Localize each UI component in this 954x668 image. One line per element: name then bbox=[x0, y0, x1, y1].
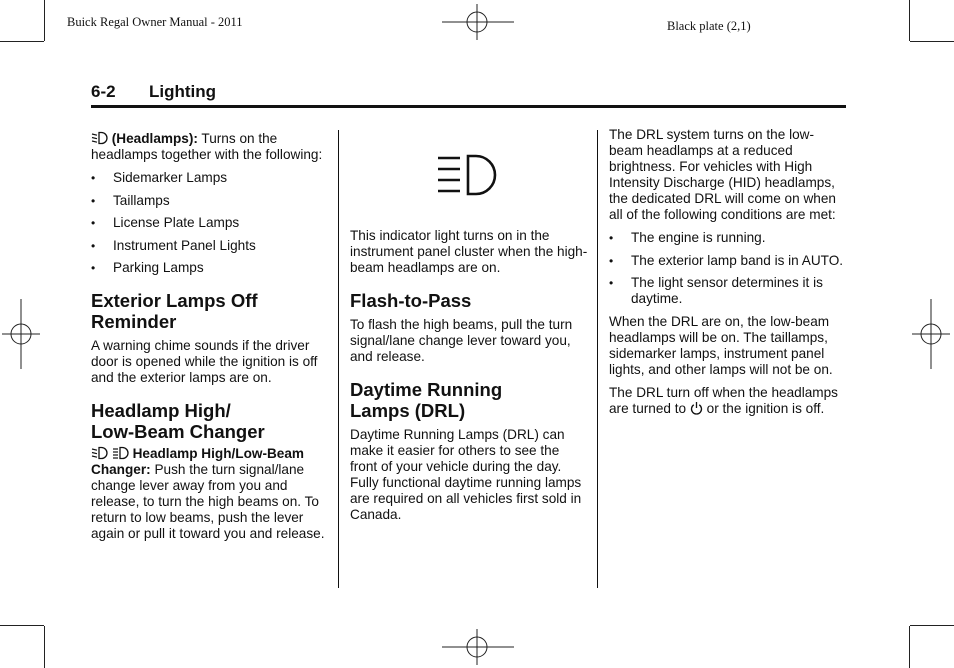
drl-conditions-list bbox=[609, 230, 847, 307]
heading-flash-to-pass: Flash-to-Pass bbox=[350, 290, 472, 311]
column-divider-1 bbox=[338, 130, 339, 588]
power-off-icon bbox=[690, 401, 703, 415]
low-beam-headlamp-icon bbox=[91, 131, 108, 145]
column-divider-2 bbox=[597, 130, 598, 588]
list-item: • The exterior lamp band is in AUTO. bbox=[609, 253, 847, 269]
high-beam-headlamp-icon bbox=[112, 446, 129, 460]
column-2 bbox=[350, 152, 590, 530]
page-header bbox=[91, 81, 846, 108]
column-3 bbox=[609, 127, 847, 424]
drl-intro-paragraph: The DRL system turns on the low-beam headlamps at a reduced brightness. For vehicles with High Intensity Discharge (HID) headlamps, the dedicated DRL will come on when all of the following conditions are met: bbox=[609, 127, 836, 222]
indicator-paragraph: This indicator light turns on in the instrument panel cluster when the high-beam headlamps are on. bbox=[350, 228, 588, 275]
drl-off-paragraph: The DRL turn off when the headlamps are turned to or the ignition is off. bbox=[609, 384, 838, 416]
drl-paragraph: Daytime Running Lamps (DRL) can make it easier for others to see the front of your vehicle during the day. Fully functional daytime running lamps are required on all vehicles first sold in Canada. bbox=[350, 427, 582, 522]
heading-headlamp-high-low-beam: Headlamp High/ Low-Beam Changer bbox=[91, 400, 265, 442]
list-item: • Instrument Panel Lights bbox=[91, 238, 331, 254]
heading-daytime-running-lamps: Daytime Running Lamps (DRL) bbox=[350, 379, 503, 421]
headlamps-text: Turns on the headlamps together with the following: bbox=[91, 131, 323, 162]
high-low-beam-label: Headlamp High/Low-Beam Changer: bbox=[91, 446, 305, 477]
section-title: Lighting bbox=[149, 82, 217, 101]
headlamps-bullet-list bbox=[91, 170, 331, 276]
flash-to-pass-paragraph: To flash the high beams, pull the turn signal/lane change lever toward you, and release. bbox=[350, 317, 573, 364]
low-beam-headlamp-icon bbox=[91, 446, 108, 460]
running-header-plate: Black plate (2,1) bbox=[667, 19, 751, 33]
high-low-beam-paragraph bbox=[91, 446, 331, 542]
headlamps-paragraph bbox=[91, 131, 331, 163]
drl-on-paragraph: When the DRL are on, the low-beam headlamps will be on. The taillamps, sidemarker lamps, instrument panel lights, and other lamps will not be on. bbox=[609, 313, 833, 377]
high-beam-headlamp-icon bbox=[436, 152, 502, 198]
list-item: • Parking Lamps bbox=[91, 260, 331, 276]
list-item: • Taillamps bbox=[91, 193, 331, 209]
list-item: • The engine is running. bbox=[609, 230, 847, 246]
registration-mark-bottom bbox=[440, 627, 516, 667]
registration-mark-top bbox=[440, 2, 516, 42]
heading-exterior-lamps-off-reminder: Exterior Lamps Off Reminder bbox=[91, 290, 258, 332]
list-item: • License Plate Lamps bbox=[91, 215, 331, 231]
exterior-lamps-paragraph: A warning chime sounds if the driver door is opened while the ignition is off and the exterior lamps are on. bbox=[91, 338, 318, 385]
running-header-title: Buick Regal Owner Manual - 2011 bbox=[67, 15, 243, 29]
registration-mark-right bbox=[910, 297, 952, 371]
high-low-beam-text: Push the turn signal/lane change lever away from you and release, to turn the high beams on. To return to low beams, push the lever again or pull it toward you and release. bbox=[91, 462, 325, 541]
headlamps-label: (Headlamps): bbox=[111, 131, 198, 146]
column-1 bbox=[91, 131, 331, 549]
page-number: 6-2 bbox=[91, 82, 116, 101]
high-beam-indicator-figure bbox=[350, 152, 590, 228]
list-item: • The light sensor determines it is daytime. bbox=[609, 275, 847, 307]
list-item: • Sidemarker Lamps bbox=[91, 170, 331, 186]
registration-mark-left bbox=[0, 297, 42, 371]
